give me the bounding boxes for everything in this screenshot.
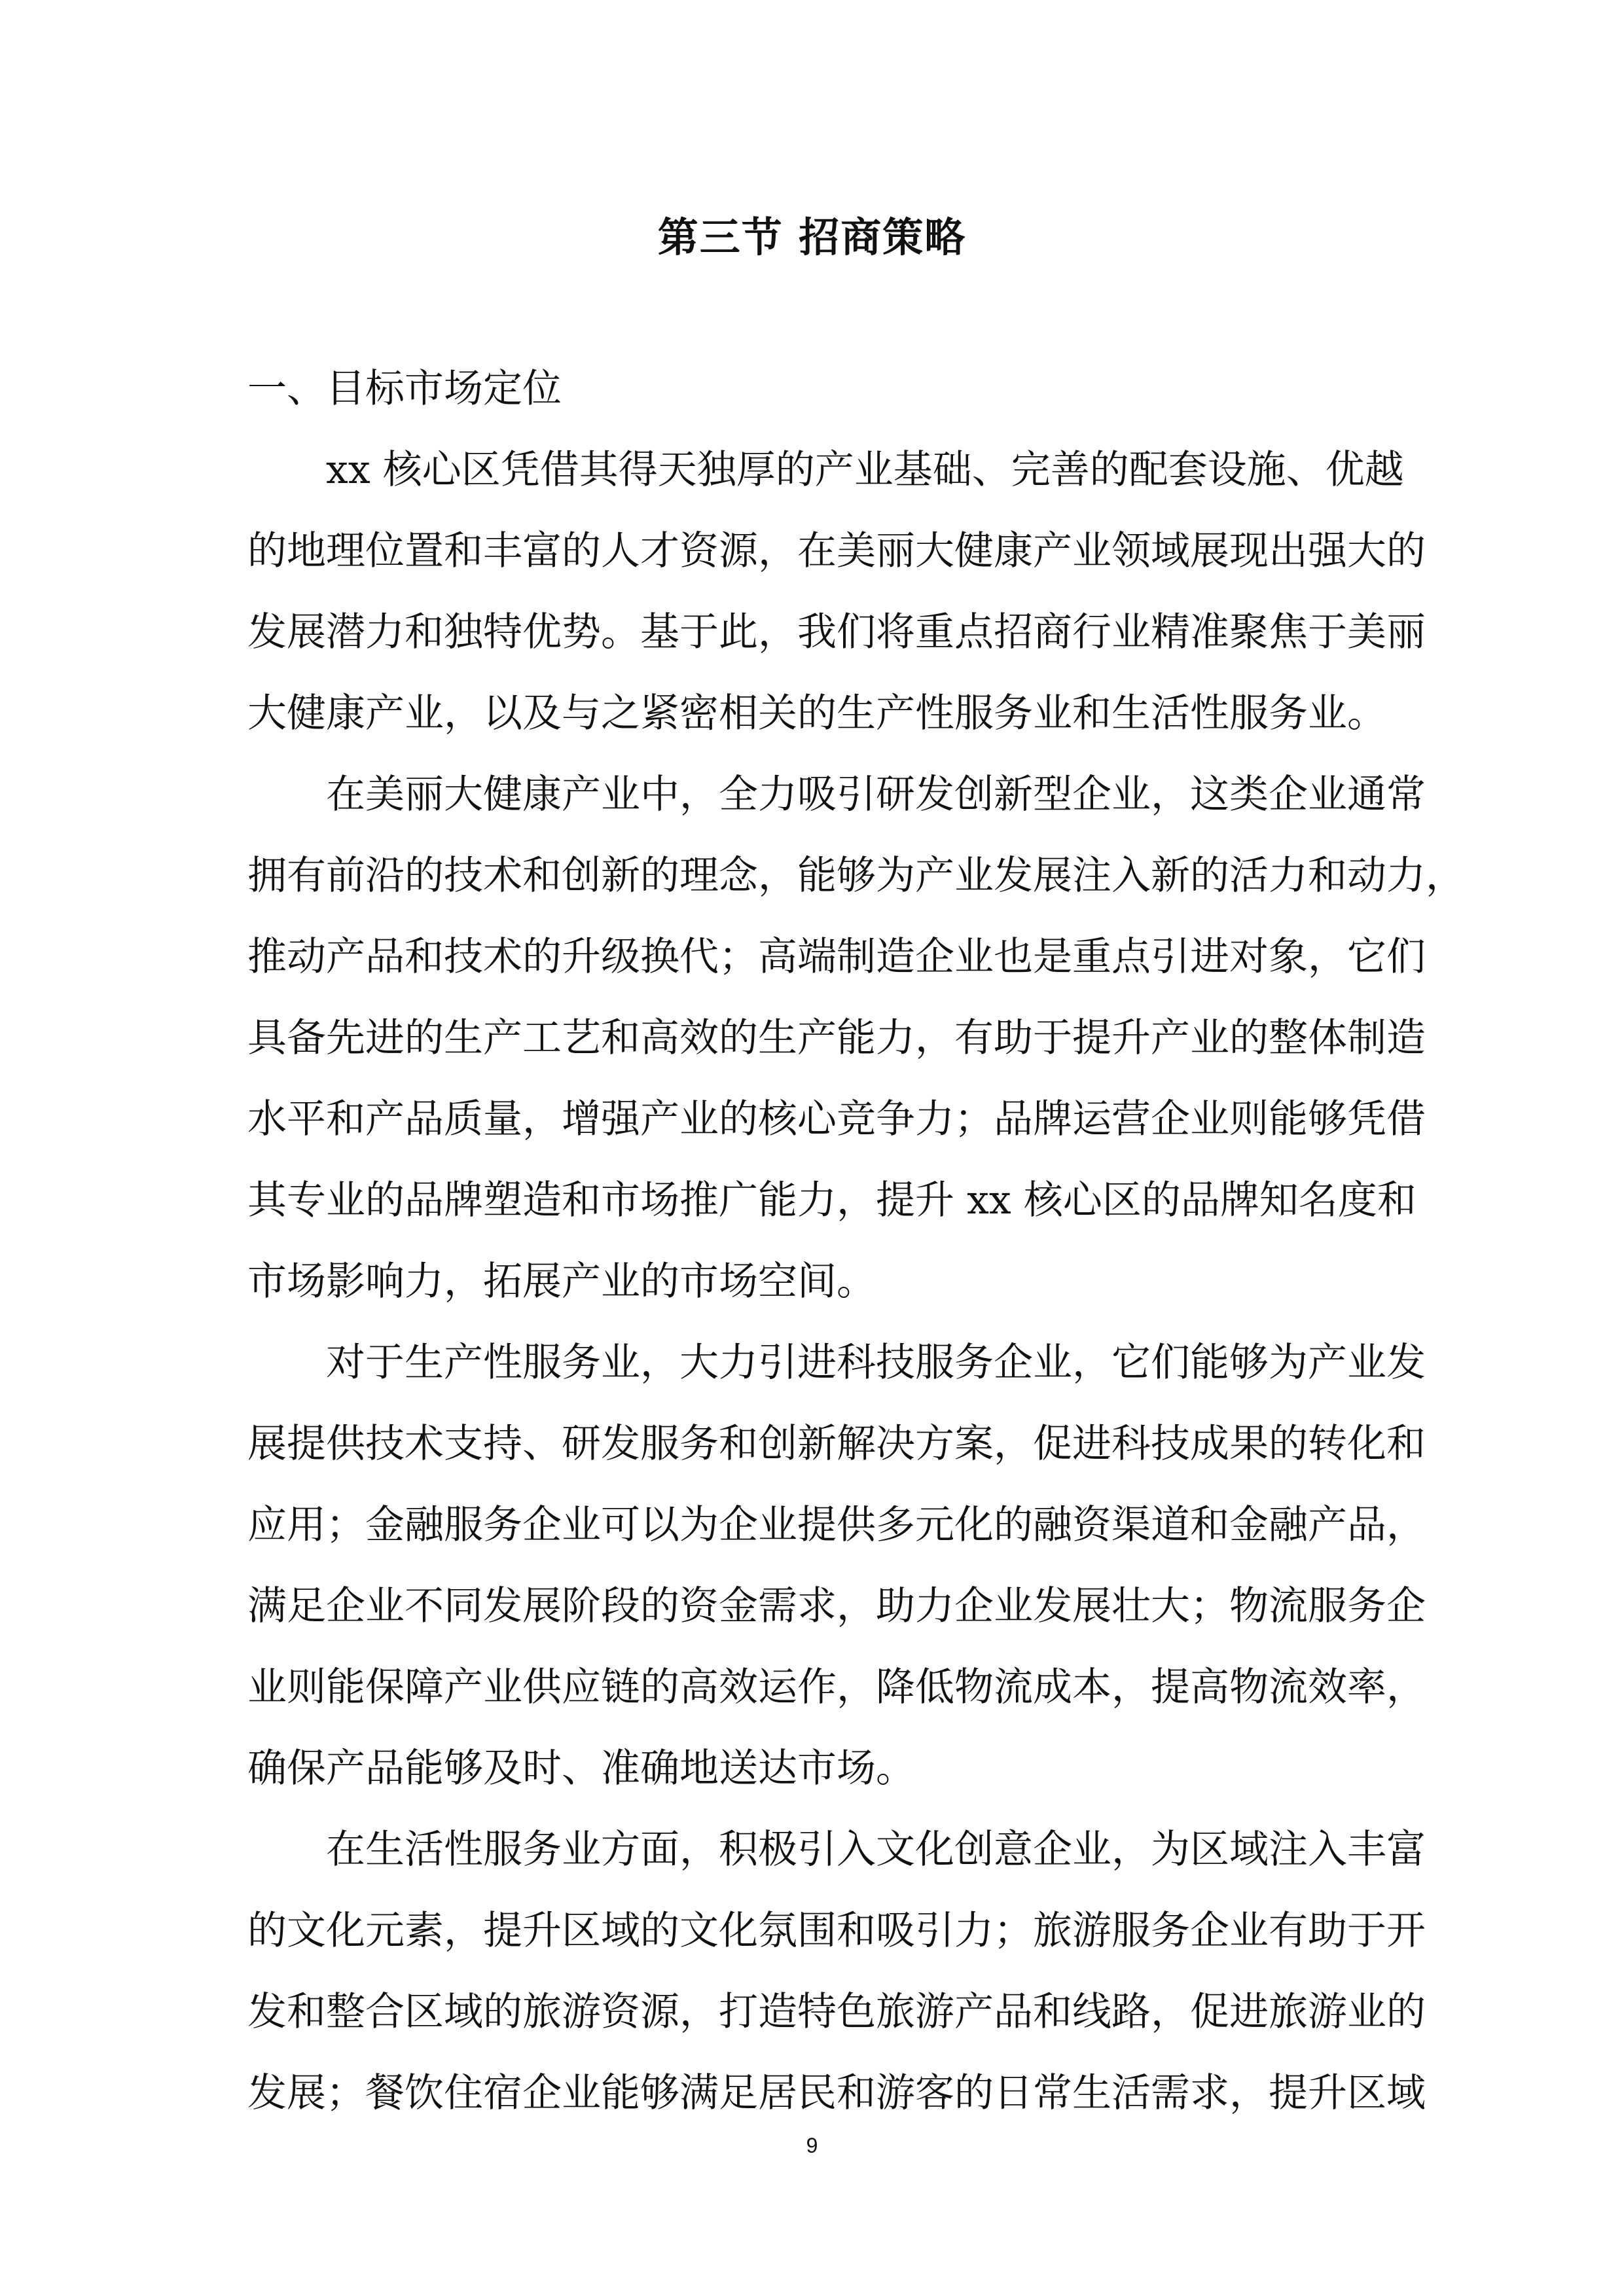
paragraph-line: 发和整合区域的旅游资源，打造特色旅游产品和线路，促进旅游业的	[247, 1989, 1426, 2035]
paragraph-line: 推动产品和技术的升级换代；高端制造企业也是重点引进对象，它们	[247, 934, 1426, 980]
paragraph-line: 发展；餐饮住宿企业能够满足居民和游客的日常生活需求，提升区域	[247, 2070, 1426, 2116]
paragraph-line: 市场影响力，拓展产业的市场空间。	[247, 1259, 876, 1304]
paragraph-line: 满足企业不同发展阶段的资金需求，助力企业发展壮大；物流服务企	[247, 1583, 1426, 1629]
section-heading: 一、目标市场定位	[247, 366, 562, 412]
page-title: 第三节 招商策略	[657, 213, 967, 261]
paragraph-line: 业则能保障产业供应链的高效运作，降低物流成本，提高物流效率，	[247, 1664, 1426, 1710]
paragraph-line: 展提供技术支持、研发服务和创新解决方案，促进科技成果的转化和	[247, 1421, 1426, 1467]
paragraph-line: 的地理位置和丰富的人才资源，在美丽大健康产业领域展现出强大的	[247, 528, 1426, 574]
paragraph-line: 在生活性服务业方面，积极引入文化创意企业，为区域注入丰富	[326, 1827, 1426, 1873]
paragraph-line: 大健康产业，以及与之紧密相关的生产性服务业和生活性服务业。	[247, 691, 1386, 736]
paragraph-line: 具备先进的生产工艺和高效的生产能力，有助于提升产业的整体制造	[247, 1015, 1426, 1061]
paragraph-line: 对于生产性服务业，大力引进科技服务企业，它们能够为产业发	[326, 1340, 1426, 1386]
paragraph-line: 水平和产品质量，增强产业的核心竞争力；品牌运营企业则能够凭借	[247, 1096, 1426, 1142]
body-text	[247, 348, 1465, 2134]
page-number: 9	[806, 2134, 818, 2157]
paragraph-line: xx 核心区凭借其得天独厚的产业基础、完善的配套设施、优越	[326, 447, 1404, 493]
paragraph-line: 在美丽大健康产业中，全力吸引研发创新型企业，这类企业通常	[326, 772, 1426, 817]
paragraph-line: 其专业的品牌塑造和市场推广能力，提升 xx 核心区的品牌知名度和	[247, 1177, 1416, 1223]
paragraph-line: 的文化元素，提升区域的文化氛围和吸引力；旅游服务企业有助于开	[247, 1908, 1426, 1954]
paragraph-line: 确保产品能够及时、准确地送达市场。	[247, 1746, 915, 1791]
paragraph-line: 应用；金融服务企业可以为企业提供多元化的融资渠道和金融产品，	[247, 1502, 1426, 1548]
paragraph-line: 拥有前沿的技术和创新的理念，能够为产业发展注入新的活力和动力，	[247, 853, 1465, 899]
paragraph-line: 发展潜力和独特优势。基于此，我们将重点招商行业精准聚焦于美丽	[247, 609, 1426, 655]
